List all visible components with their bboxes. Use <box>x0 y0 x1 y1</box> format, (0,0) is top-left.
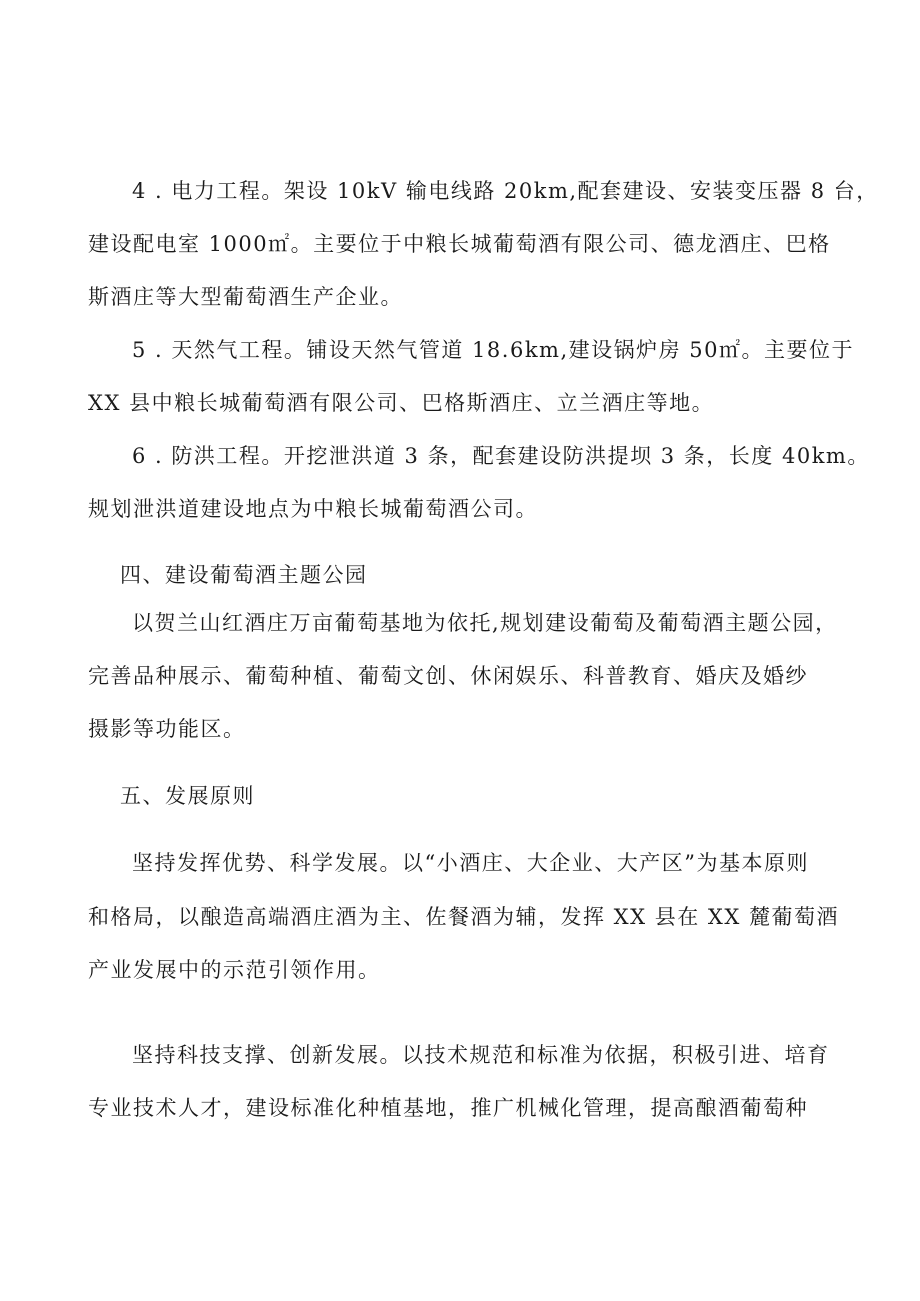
section4-line2: 完善品种展示、葡萄种植、葡萄文创、休闲娱乐、科普教育、婚庆及婚纱 <box>88 664 808 688</box>
item6-line2: 规划泄洪道建设地点为中粮长城葡萄酒公司。 <box>88 497 538 521</box>
item5-line1: 5 . 天然气工程。铺设天然气管道 18.6km,建设锅炉房 50㎡。主要位于 <box>132 338 855 362</box>
section5-heading: 五、发展原则 <box>120 784 255 808</box>
principle2-line1: 坚持科技支撑、创新发展。以技术规范和标准为依据，积极引进、培育 <box>132 1043 830 1067</box>
principle2-line2: 专业技术人才，建设标准化种植基地，推广机械化管理，提高酿酒葡萄种 <box>88 1096 808 1120</box>
item4-line1: 4 . 电力工程。架设 10kV 输电线路 20km,配套建设、安装变压器 8 台， <box>132 179 879 203</box>
item4-line3: 斯酒庄等大型葡萄酒生产企业。 <box>88 285 403 309</box>
principle1-line1: 坚持发挥优势、科学发展。以“小酒庄、大企业、大产区”为基本原则 <box>132 851 809 875</box>
item6-line1: 6 . 防洪工程。开挖泄洪道 3 条，配套建设防洪提坝 3 条，长度 40km。 <box>132 444 870 468</box>
section4-line3: 摄影等功能区。 <box>88 717 246 741</box>
item5-line2: XX 县中粮长城葡萄酒有限公司、巴格斯酒庄、立兰酒庄等地。 <box>88 391 715 415</box>
section4-line1: 以贺兰山红酒庄万亩葡萄基地为依托,规划建设葡萄及葡萄酒主题公园， <box>132 611 838 635</box>
principle1-line2: 和格局，以酿造高端酒庄酒为主、佐餐酒为辅，发挥 XX 县在 XX 麓葡萄酒 <box>88 905 839 929</box>
section4-heading: 四、建设葡萄酒主题公园 <box>120 563 368 587</box>
item4-line2: 建设配电室 1000㎡。主要位于中粮长城葡萄酒有限公司、德龙酒庄、巴格 <box>88 232 831 256</box>
principle1-line3: 产业发展中的示范引领作用。 <box>88 958 381 982</box>
